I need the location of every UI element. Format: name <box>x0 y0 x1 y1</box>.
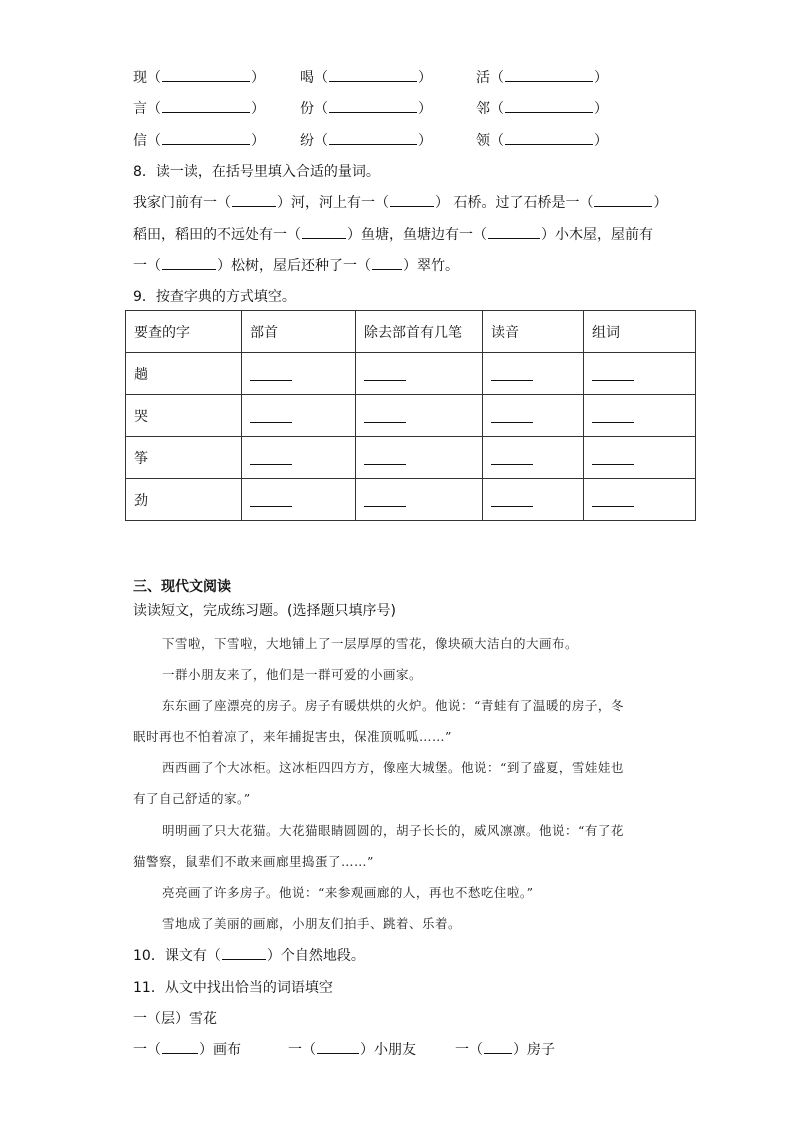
answer-blank[interactable] <box>162 255 216 270</box>
char-label: 活（ <box>476 70 504 86</box>
close-paren: ） <box>251 101 265 117</box>
passage-line: 明明画了只大花猫。大花猫眼睛圆圆的，胡子长长的，威风凛凛。他说：“有了花 <box>162 823 624 838</box>
answer-blank[interactable] <box>390 192 434 207</box>
passage-line: 下雪啦，下雪啦，大地铺上了一层厚厚的雪花，像块硕大洁白的大画布。 <box>162 636 579 651</box>
answer-blank[interactable] <box>364 370 406 381</box>
answer-blank[interactable] <box>592 370 634 381</box>
answer-blank[interactable] <box>364 454 406 465</box>
table-header: 读音 <box>483 311 584 353</box>
table-cell-blank[interactable] <box>483 437 584 479</box>
answer-blank[interactable] <box>505 130 593 145</box>
close-paren: ） <box>418 101 432 117</box>
text-segment: ）房子 <box>513 1042 555 1058</box>
text-segment: ）小朋友 <box>360 1042 416 1058</box>
answer-blank[interactable] <box>317 1039 359 1054</box>
char-label: 纷（ <box>300 133 328 149</box>
table-cell-char: 趟 <box>126 353 242 395</box>
text-segment: 10．课文有（ <box>133 948 221 964</box>
table-cell-blank[interactable] <box>356 479 483 521</box>
char-label: 邻（ <box>476 101 504 117</box>
table-cell-blank[interactable] <box>242 353 356 395</box>
question-10 <box>133 945 365 965</box>
answer-blank[interactable] <box>329 67 417 82</box>
char-blank-item <box>476 130 608 150</box>
text-segment: 一（ <box>133 258 161 274</box>
table-cell-blank[interactable] <box>584 479 696 521</box>
table-cell-blank[interactable] <box>584 353 696 395</box>
question-8-line-2 <box>133 224 653 244</box>
char-label: 言（ <box>133 101 161 117</box>
answer-blank[interactable] <box>505 67 593 82</box>
char-blank-item <box>476 98 608 118</box>
answer-blank[interactable] <box>162 98 250 113</box>
text-segment: 我家门前有一（ <box>133 195 231 211</box>
char-label: 现（ <box>133 70 161 86</box>
text-segment: ） <box>653 195 668 211</box>
answer-blank[interactable] <box>250 496 292 507</box>
table-cell-char: 劲 <box>126 479 242 521</box>
answer-blank[interactable] <box>250 412 292 423</box>
table-header: 组词 <box>584 311 696 353</box>
answer-blank[interactable] <box>491 412 533 423</box>
answer-blank[interactable] <box>364 496 406 507</box>
question-11-item <box>288 1039 416 1059</box>
answer-blank[interactable] <box>491 454 533 465</box>
answer-blank[interactable] <box>592 412 634 423</box>
passage-line: 亮亮画了许多房子。他说：“来参观画廊的人，再也不愁吃住啦。” <box>162 885 534 900</box>
text-segment: 稻田，稻田的不远处有一（ <box>133 227 301 243</box>
table-row <box>126 479 696 521</box>
question-9-title: 9．按查字典的方式填空。 <box>133 289 296 305</box>
table-row <box>126 437 696 479</box>
table-cell-blank[interactable] <box>356 395 483 437</box>
text-segment: 一（ <box>288 1042 316 1058</box>
answer-blank[interactable] <box>592 454 634 465</box>
char-blank-item <box>476 67 608 87</box>
answer-blank[interactable] <box>491 370 533 381</box>
answer-blank[interactable] <box>488 224 540 239</box>
table-cell-blank[interactable] <box>483 353 584 395</box>
dictionary-table <box>125 310 696 521</box>
passage-line: 猫警察，鼠辈们不敢来画廊里捣蛋了……” <box>133 854 374 869</box>
passage-line: 一群小朋友来了，他们是一群可爱的小画家。 <box>162 667 423 682</box>
answer-blank[interactable] <box>232 192 276 207</box>
answer-blank[interactable] <box>594 192 652 207</box>
answer-blank[interactable] <box>505 98 593 113</box>
close-paren: ） <box>594 101 608 117</box>
table-row <box>126 395 696 437</box>
table-cell-blank[interactable] <box>584 437 696 479</box>
table-row <box>126 353 696 395</box>
answer-blank[interactable] <box>364 412 406 423</box>
answer-blank[interactable] <box>329 98 417 113</box>
table-cell-blank[interactable] <box>242 395 356 437</box>
text-segment: ）个自然地段。 <box>266 948 365 964</box>
table-cell-blank[interactable] <box>483 479 584 521</box>
text-segment: ）河，河上有一（ <box>277 195 389 211</box>
text-segment: ）翠竹。 <box>403 258 459 274</box>
text-segment: ）松树，屋后还种了一（ <box>217 258 371 274</box>
text-segment: ）小木屋，屋前有 <box>541 227 653 243</box>
table-cell-blank[interactable] <box>242 479 356 521</box>
char-blank-item <box>300 130 432 150</box>
char-label: 份（ <box>300 101 328 117</box>
question-11-item <box>455 1039 555 1059</box>
char-blank-item <box>300 98 432 118</box>
table-cell-char: 哭 <box>126 395 242 437</box>
char-blank-item <box>133 98 265 118</box>
question-11-item <box>133 1039 241 1059</box>
table-header: 除去部首有几笔 <box>356 311 483 353</box>
passage-line: 东东画了座漂亮的房子。房子有暖烘烘的火炉。他说：“青蛙有了温暖的房子，冬 <box>162 698 624 713</box>
section-instruction: 读读短文，完成练习题。(选择题只填序号) <box>133 603 396 619</box>
close-paren: ） <box>418 70 432 86</box>
section-title: 三、现代文阅读 <box>133 579 231 595</box>
answer-blank[interactable] <box>484 1039 512 1054</box>
answer-blank[interactable] <box>592 496 634 507</box>
close-paren: ） <box>251 133 265 149</box>
table-cell-blank[interactable] <box>242 437 356 479</box>
text-segment: ）画布 <box>199 1042 241 1058</box>
passage-line: 眠时再也不怕着凉了，来年捕捉害虫，保准顶呱呱……” <box>133 729 452 744</box>
char-label: 喝（ <box>300 70 328 86</box>
table-cell-blank[interactable] <box>356 353 483 395</box>
answer-blank[interactable] <box>222 945 266 960</box>
table-header: 要查的字 <box>126 311 242 353</box>
table-header: 部首 <box>242 311 356 353</box>
answer-blank[interactable] <box>250 370 292 381</box>
answer-blank[interactable] <box>250 454 292 465</box>
answer-blank[interactable] <box>162 130 250 145</box>
text-segment: 一（ <box>455 1042 483 1058</box>
question-11-title: 11．从文中找出恰当的词语填空 <box>133 980 333 996</box>
answer-blank[interactable] <box>162 67 250 82</box>
table-header-row <box>126 311 696 353</box>
question-11-example: 一（层）雪花 <box>133 1011 217 1027</box>
table-cell-blank[interactable] <box>584 395 696 437</box>
answer-blank[interactable] <box>302 224 346 239</box>
passage-line: 雪地成了美丽的画廊，小朋友们拍手、跳着、乐着。 <box>162 916 462 931</box>
answer-blank[interactable] <box>329 130 417 145</box>
question-8-title: 8．读一读，在括号里填入合适的量词。 <box>133 164 380 180</box>
char-label: 信（ <box>133 133 161 149</box>
text-segment: 一（ <box>133 1042 161 1058</box>
close-paren: ） <box>594 70 608 86</box>
char-blank-item <box>133 130 265 150</box>
text-segment: ）鱼塘，鱼塘边有一（ <box>347 227 487 243</box>
answer-blank[interactable] <box>372 255 402 270</box>
passage-line: 有了自己舒适的家。” <box>133 791 251 806</box>
char-blank-item <box>133 67 265 87</box>
table-cell-char: 筝 <box>126 437 242 479</box>
close-paren: ） <box>594 133 608 149</box>
question-8-line-1 <box>133 192 667 212</box>
passage-line: 西西画了个大冰柜。这冰柜四四方方，像座大城堡。他说：“到了盛夏，雪娃娃也 <box>162 760 624 775</box>
close-paren: ） <box>418 133 432 149</box>
text-segment: ） 石桥。过了石桥是一（ <box>435 195 594 211</box>
close-paren: ） <box>251 70 265 86</box>
answer-blank[interactable] <box>162 1039 198 1054</box>
table-cell-blank[interactable] <box>483 395 584 437</box>
char-blank-item <box>300 67 432 87</box>
char-label: 领（ <box>476 133 504 149</box>
table-cell-blank[interactable] <box>356 437 483 479</box>
question-8-line-3 <box>133 255 459 275</box>
answer-blank[interactable] <box>491 496 533 507</box>
